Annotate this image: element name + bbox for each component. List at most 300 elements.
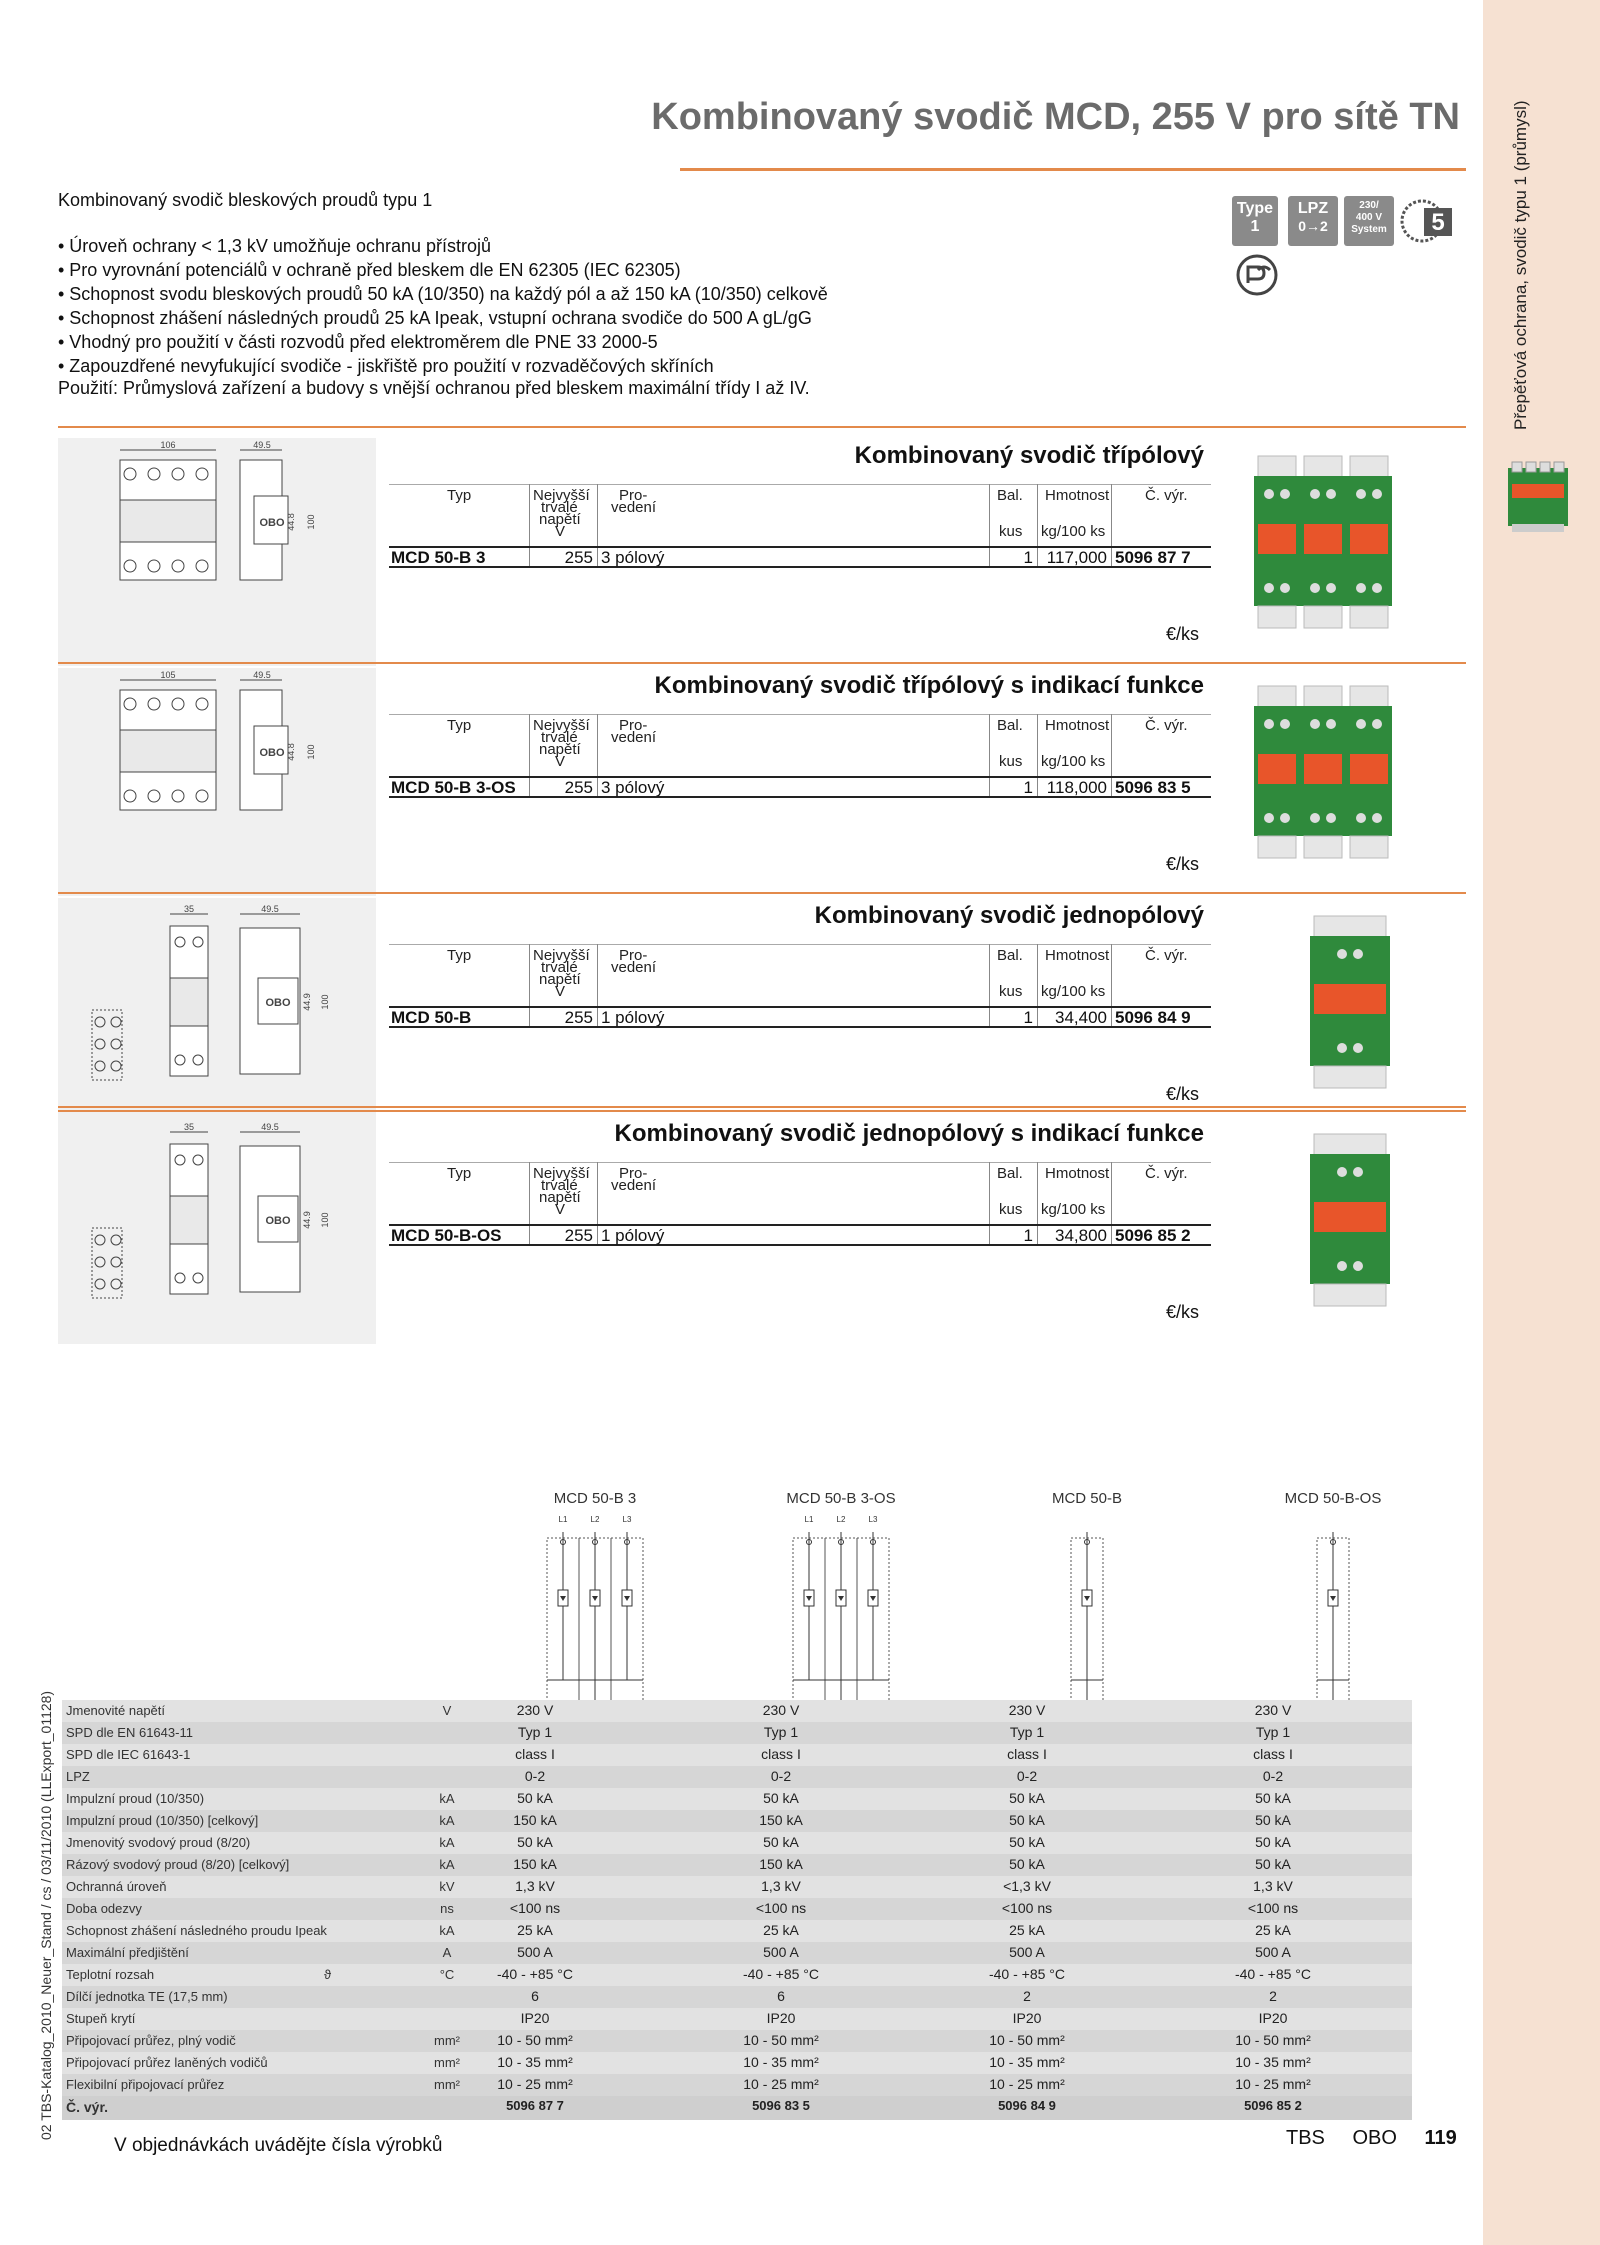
spec-value: 500 A: [517, 1944, 553, 1960]
spec-value: 10 - 25 mm²: [497, 2076, 573, 2092]
spec-label: Jmenovité napětí: [66, 1703, 166, 1718]
spec-item-number: 5096 85 2: [1244, 2098, 1302, 2113]
spec-value: <100 ns: [1247, 1900, 1299, 1916]
spec-unit: V: [442, 1703, 452, 1718]
table-header-weight-unit: kg/100 ks: [1041, 983, 1106, 1000]
price-unit: €/ks: [1166, 1302, 1200, 1322]
product-photo: [1250, 454, 1398, 632]
spec-value: -40 - +85 °C: [742, 1966, 820, 1982]
table-header-weight-unit: kg/100 ks: [1041, 753, 1106, 770]
spec-unit: kA: [439, 1791, 455, 1806]
spec-label: Maximální předjištění: [66, 1945, 189, 1960]
product-item-number: 5096 87 7: [1115, 548, 1191, 567]
certification-icon: [1234, 252, 1280, 298]
table-column-rule: [597, 1162, 598, 1244]
table-header-item: Č. výr.: [1145, 487, 1188, 504]
spec-value: -40 - +85 °C: [496, 1966, 574, 1982]
product-item-number: 5096 83 5: [1115, 778, 1191, 797]
product-design: 1 pólový: [601, 1226, 665, 1245]
product-type: MCD 50-B: [391, 1008, 472, 1027]
product-voltage: 255: [564, 1226, 593, 1245]
type-badge-label: Type: [1236, 200, 1274, 217]
spec-value: 10 - 25 mm²: [743, 2076, 819, 2092]
product-voltage: 255: [564, 548, 593, 567]
feature-item: • Pro vyrovnání potenciálů v ochraně před bleskem dle EN 62305 (IEC 62305): [58, 260, 681, 280]
table-header-pack: Bal.: [997, 487, 1023, 504]
product-type: MCD 50-B 3: [391, 548, 486, 567]
footer-brand-obo: OBO: [1352, 2127, 1397, 2149]
spec-value: 50 kA: [1009, 1856, 1045, 1872]
spec-label: Rázový svodový proud (8/20) [celkový]: [66, 1857, 290, 1872]
table-column-rule: [1111, 944, 1112, 1026]
sidebar-title: [1510, 90, 1570, 430]
spec-value: 10 - 35 mm²: [743, 2054, 819, 2070]
table-rule: [389, 714, 1211, 715]
product-voltage: 255: [564, 778, 593, 797]
spec-value: 0-2: [1016, 1768, 1038, 1784]
spec-value: 230 V: [516, 1702, 554, 1718]
table-rule: [389, 1162, 1211, 1163]
obo-logo-mark: OBO: [265, 1215, 291, 1227]
spec-unit: kV: [439, 1879, 455, 1894]
system-badge: [1344, 196, 1394, 246]
sidebar-title-text: Přepěťová ochrana, svodič typu 1 (průmysl): [1511, 100, 1530, 430]
spec-row: [62, 1876, 1412, 1898]
spec-value: 50 kA: [1255, 1812, 1291, 1828]
price-unit: €/ks: [1166, 854, 1200, 874]
spec-column-header: MCD 50-B 3-OS: [786, 1490, 896, 1507]
price-unit: €/ks: [1166, 624, 1200, 644]
temperature-symbol: ϑ: [324, 1967, 332, 1982]
spec-value: 50 kA: [1009, 1790, 1045, 1806]
product-table: [389, 1162, 1211, 1262]
dimension-label: 44.8: [286, 743, 296, 761]
product-title: Kombinovaný svodič jednopólový s indikací funkce: [614, 1120, 1204, 1147]
spec-value: 150 kA: [513, 1856, 557, 1872]
table-header-design-2: vedení: [611, 499, 657, 516]
product-table: [389, 944, 1211, 1044]
table-header-voltage-1: Nejvyšší: [533, 717, 590, 734]
obo-logo-mark: OBO: [265, 997, 291, 1009]
spec-row: [62, 1810, 1412, 1832]
spec-item-label: Č. výr.: [66, 2099, 109, 2115]
dimension-drawing-svg: [58, 1116, 376, 1344]
spec-unit: mm²: [434, 2077, 460, 2092]
product-weight: 117,000: [1046, 548, 1107, 567]
phase-label: L1: [558, 1515, 568, 1524]
dimension-label: 100: [306, 744, 316, 760]
table-column-rule: [1111, 484, 1112, 566]
table-header-voltage-3: napětí: [539, 971, 581, 988]
spec-value: class I: [1253, 1746, 1293, 1762]
table-header-pack: Bal.: [997, 717, 1023, 734]
spec-value: 230 V: [1008, 1702, 1046, 1718]
table-header-voltage-2: trvalé: [541, 499, 578, 516]
table-header-voltage-2: trvalé: [541, 729, 578, 746]
feature-item: • Úroveň ochrany < 1,3 kV umožňuje ochranu přístrojů: [58, 236, 492, 256]
table-header-design-2: vedení: [611, 959, 657, 976]
spec-label: Stupeň krytí: [66, 2011, 136, 2026]
spec-unit: °C: [439, 1967, 455, 1982]
spec-value: -40 - +85 °C: [988, 1966, 1066, 1982]
spec-value: 2: [1023, 1988, 1031, 2004]
feature-item: • Vhodný pro použití v části rozvodů před elektroměrem dle PNE 33 2000-5: [58, 332, 658, 352]
table-header-voltage-unit: V: [555, 523, 566, 540]
spec-value: 10 - 35 mm²: [989, 2054, 1065, 2070]
spec-label: Doba odezvy: [66, 1901, 142, 1916]
spec-label: Jmenovitý svodový proud (8/20): [66, 1835, 251, 1850]
product-table: [389, 714, 1211, 814]
dimension-drawing-svg: [58, 438, 376, 666]
dimension-label: 100: [320, 1212, 330, 1228]
table-header-pack-unit: kus: [999, 523, 1023, 540]
type-badge: [1232, 196, 1278, 246]
product-pack: 1: [1023, 548, 1033, 567]
spec-label: Ochranná úroveň: [66, 1879, 167, 1894]
spec-value: 6: [531, 1988, 539, 2004]
section-divider: [58, 1110, 1466, 1112]
product-photo: [1250, 684, 1398, 862]
usage-text: Použití: Průmyslová zařízení a budovy s vnější ochranou před bleskem maximální třídy I až IV.: [58, 378, 810, 398]
spec-row: [62, 1722, 1412, 1744]
spec-label: Připojovací průřez laněných vodičů: [66, 2055, 268, 2070]
phase-label: L1: [804, 1515, 814, 1524]
spec-value: 50 kA: [517, 1790, 553, 1806]
product-item-number: 5096 85 2: [1115, 1226, 1191, 1245]
table-header-typ: Typ: [447, 947, 472, 964]
spec-label: Teplotní rozsah: [66, 1967, 155, 1982]
table-header-design-1: Pro-: [619, 717, 648, 734]
table-header-weight: Hmotnost: [1045, 487, 1110, 504]
spec-value: 10 - 25 mm²: [989, 2076, 1065, 2092]
table-column-rule: [597, 944, 598, 1026]
spec-value: 50 kA: [763, 1834, 799, 1850]
spec-value: 500 A: [763, 1944, 799, 1960]
system-badge-line1: 230/: [1359, 200, 1379, 211]
dimension-label: 100: [320, 994, 330, 1010]
five-year-number: 5: [1431, 209, 1445, 236]
dimension-label: 49.5: [261, 904, 279, 914]
spec-value: IP20: [1258, 2010, 1288, 2026]
table-header-pack: Bal.: [997, 947, 1023, 964]
spec-value: 25 kA: [1009, 1922, 1045, 1938]
spec-item-number: 5096 83 5: [752, 2098, 810, 2113]
dimension-drawing-svg: [58, 668, 376, 896]
phase-label: L3: [868, 1515, 878, 1524]
section-divider: [58, 662, 1466, 664]
table-header-voltage-unit: V: [555, 753, 566, 770]
product-pack: 1: [1023, 1226, 1033, 1245]
price-unit: €/ks: [1166, 1084, 1200, 1104]
footer-brand-tbs: TBS: [1286, 2127, 1325, 2149]
product-weight: 34,800: [1055, 1226, 1107, 1245]
intro-heading: Kombinovaný svodič bleskových proudů typu 1: [58, 190, 433, 210]
spec-label: SPD dle EN 61643-11: [66, 1725, 193, 1740]
table-rule: [389, 944, 1211, 945]
spec-row: [62, 1766, 1412, 1788]
spec-value: 1,3 kV: [761, 1878, 801, 1894]
table-header-pack-unit: kus: [999, 983, 1023, 1000]
spec-value: 10 - 50 mm²: [743, 2032, 819, 2048]
table-header-voltage-unit: V: [555, 983, 566, 1000]
product-design: 3 pólový: [601, 778, 665, 797]
spec-value: 0-2: [770, 1768, 792, 1784]
spec-unit: mm²: [434, 2033, 460, 2048]
dimension-drawing-svg: [58, 898, 376, 1126]
product-title: Kombinovaný svodič třípólový s indikací funkce: [654, 672, 1204, 699]
table-header-weight: Hmotnost: [1045, 1165, 1110, 1182]
spec-column-header: MCD 50-B-OS: [1284, 1490, 1382, 1507]
spec-label: SPD dle IEC 61643-1: [66, 1747, 191, 1762]
spec-row: [62, 1700, 1412, 1722]
product-photo: [1296, 914, 1404, 1092]
table-header-voltage-2: trvalé: [541, 1177, 578, 1194]
title-divider: [680, 168, 1466, 171]
sidebar-thumbnail-image: [1506, 458, 1570, 536]
dimension-label: 100: [306, 514, 316, 530]
spec-unit: kA: [439, 1857, 455, 1872]
spec-value: <100 ns: [1001, 1900, 1053, 1916]
dimension-label: 35: [183, 1122, 195, 1132]
spec-value: 10 - 50 mm²: [1235, 2032, 1311, 2048]
spec-value: 0-2: [524, 1768, 546, 1784]
spec-value: class I: [515, 1746, 555, 1762]
spec-row: [62, 1964, 1412, 1986]
spec-row: [62, 1898, 1412, 1920]
spec-row: [62, 1832, 1412, 1854]
feature-list: [58, 234, 828, 378]
table-header-design-1: Pro-: [619, 487, 648, 504]
obo-logo-mark: OBO: [259, 517, 285, 529]
table-header-weight: Hmotnost: [1045, 947, 1110, 964]
spec-value: 150 kA: [759, 1856, 803, 1872]
spec-value: 10 - 35 mm²: [1235, 2054, 1311, 2070]
feature-item: • Zapouzdřené nevyfukující svodiče - jiskřiště pro použití v rozvaděčových skříních: [58, 356, 714, 376]
spec-value: IP20: [1012, 2010, 1042, 2026]
feature-item: • Schopnost svodu bleskových proudů 50 kA (10/350) na každý pól a až 150 kA (10/350) celkově: [58, 284, 828, 304]
spec-row: [62, 1854, 1412, 1876]
spec-value: 230 V: [762, 1702, 800, 1718]
dimension-label: 44.8: [286, 513, 296, 531]
product-pack: 1: [1023, 1008, 1033, 1027]
spec-column-header: MCD 50-B: [1051, 1490, 1122, 1507]
dimension-label: 49.5: [253, 440, 271, 450]
product-table: [389, 484, 1211, 584]
table-header-voltage-3: napětí: [539, 511, 581, 528]
spec-value: 230 V: [1254, 1702, 1292, 1718]
product-weight: 118,000: [1046, 778, 1107, 797]
spec-value: 25 kA: [1255, 1922, 1291, 1938]
spec-row: [62, 1788, 1412, 1810]
lpz-badge: [1288, 196, 1338, 246]
spec-row: [62, 1744, 1412, 1766]
feature-item: • Schopnost zhášení následných proudů 25 kA Ipeak, vstupní ochrana svodiče do 500 A gL/gG: [58, 308, 812, 328]
product-item-number: 5096 84 9: [1115, 1008, 1191, 1027]
table-header-pack-unit: kus: [999, 753, 1023, 770]
spec-unit: A: [442, 1945, 452, 1960]
product-design: 1 pólový: [601, 1008, 665, 1027]
phase-label: L2: [836, 1515, 846, 1524]
spec-value: 50 kA: [1255, 1790, 1291, 1806]
dimension-label: 35: [183, 904, 195, 914]
spec-row: [62, 2074, 1412, 2096]
margin-note-text: 02 TBS-Katalog_2010_Neuer_Stand / cs / 03/11/2010 (LLExport_01128): [38, 1690, 54, 2140]
table-header-item: Č. výr.: [1145, 947, 1188, 964]
spec-label: Flexibilní připojovací průřez: [66, 2077, 225, 2092]
spec-item-number: 5096 84 9: [998, 2098, 1056, 2113]
table-header-item: Č. výr.: [1145, 1165, 1188, 1182]
spec-label: Připojovací průřez, plný vodič: [66, 2033, 236, 2048]
table-header-weight: Hmotnost: [1045, 717, 1110, 734]
table-column-rule: [597, 484, 598, 566]
spec-row: [62, 1986, 1412, 2008]
table-column-rule: [597, 714, 598, 796]
spec-row: [62, 2008, 1412, 2030]
spec-label: Dílčí jednotka TE (17,5 mm): [66, 1989, 228, 2004]
table-header-pack-unit: kus: [999, 1201, 1023, 1218]
table-header-typ: Typ: [447, 717, 472, 734]
spec-value: Typ 1: [1255, 1724, 1291, 1740]
spec-label: Schopnost zhášení následného proudu Ipeak: [66, 1923, 327, 1938]
table-column-rule: [1111, 714, 1112, 796]
spec-value: class I: [1007, 1746, 1047, 1762]
circuit-diagram: [1263, 1510, 1403, 1720]
spec-value: IP20: [766, 2010, 796, 2026]
spec-value: 50 kA: [1009, 1812, 1045, 1828]
spec-value: 50 kA: [1255, 1834, 1291, 1850]
spec-value: 10 - 50 mm²: [497, 2032, 573, 2048]
spec-row: [62, 1942, 1412, 1964]
spec-value: IP20: [520, 2010, 550, 2026]
spec-value: 10 - 50 mm²: [989, 2032, 1065, 2048]
section-divider: [58, 426, 1466, 428]
table-header-voltage-3: napětí: [539, 741, 581, 758]
table-header-weight-unit: kg/100 ks: [1041, 523, 1106, 540]
dimension-label: 44.9: [302, 993, 312, 1011]
margin-note: [38, 1630, 58, 2140]
table-header-design-2: vedení: [611, 1177, 657, 1194]
table-header-voltage-2: trvalé: [541, 959, 578, 976]
table-header-design-2: vedení: [611, 729, 657, 746]
spec-value: 1,3 kV: [515, 1878, 555, 1894]
product-voltage: 255: [564, 1008, 593, 1027]
circuit-diagram: [1017, 1510, 1157, 1720]
lpz-badge-value: 0→2: [1298, 218, 1328, 234]
spec-row: [62, 1920, 1412, 1942]
table-column-rule: [1111, 1162, 1112, 1244]
product-type: MCD 50-B-OS: [391, 1226, 502, 1245]
phase-label: L2: [590, 1515, 600, 1524]
spec-value: Typ 1: [1009, 1724, 1045, 1740]
table-header-typ: Typ: [447, 487, 472, 504]
spec-value: 2: [1269, 1988, 1277, 2004]
table-header-typ: Typ: [447, 1165, 472, 1182]
spec-value: <1,3 kV: [1003, 1878, 1051, 1894]
spec-unit: ns: [440, 1901, 454, 1916]
table-header-voltage-3: napětí: [539, 1189, 581, 1206]
spec-value: 50 kA: [1255, 1856, 1291, 1872]
spec-value: 10 - 35 mm²: [497, 2054, 573, 2070]
table-rule: [389, 484, 1211, 485]
section-divider: [58, 892, 1466, 894]
spec-value: 25 kA: [517, 1922, 553, 1938]
page-number: 119: [1424, 2127, 1457, 2149]
spec-value: 0-2: [1262, 1768, 1284, 1784]
product-title: Kombinovaný svodič jednopólový: [814, 902, 1204, 929]
system-badge-line2: 400 V: [1355, 212, 1383, 223]
table-header-voltage-1: Nejvyšší: [533, 1165, 590, 1182]
product-type: MCD 50-B 3-OS: [391, 778, 516, 797]
table-header-pack: Bal.: [997, 1165, 1023, 1182]
product-title: Kombinovaný svodič třípólový: [854, 442, 1204, 469]
spec-value: 10 - 25 mm²: [1235, 2076, 1311, 2092]
circuit-diagram: [771, 1510, 911, 1720]
spec-value: 500 A: [1255, 1944, 1291, 1960]
spec-unit: kA: [439, 1923, 455, 1938]
spec-row: [62, 2052, 1412, 2074]
product-weight: 34,400: [1055, 1008, 1107, 1027]
spec-item-number: 5096 87 7: [506, 2098, 564, 2113]
spec-value: 50 kA: [763, 1790, 799, 1806]
type-badge-value: 1: [1250, 218, 1260, 235]
table-header-design-1: Pro-: [619, 947, 648, 964]
system-badge-line3: System: [1351, 224, 1387, 235]
spec-column-header: MCD 50-B 3: [553, 1490, 637, 1507]
spec-unit: kA: [439, 1835, 455, 1850]
table-header-weight-unit: kg/100 ks: [1041, 1201, 1106, 1218]
spec-value: Typ 1: [517, 1724, 553, 1740]
spec-value: 50 kA: [517, 1834, 553, 1850]
spec-value: <100 ns: [755, 1900, 807, 1916]
spec-label: LPZ: [66, 1769, 90, 1784]
circuit-diagram: [525, 1510, 665, 1720]
table-header-voltage-1: Nejvyšší: [533, 947, 590, 964]
five-year-warranty-icon: [1400, 196, 1456, 246]
spec-row: [62, 2030, 1412, 2052]
section-divider: [58, 1106, 1466, 1108]
spec-value: <100 ns: [509, 1900, 561, 1916]
product-pack: 1: [1023, 778, 1033, 797]
product-design: 3 pólový: [601, 548, 665, 567]
page-title: Kombinovaný svodič MCD, 255 V pro sítě TN: [651, 96, 1460, 138]
table-header-voltage-1: Nejvyšší: [533, 487, 590, 504]
spec-label: Impulzní proud (10/350): [66, 1791, 205, 1806]
lpz-badge-label: LPZ: [1297, 200, 1329, 217]
spec-value: -40 - +85 °C: [1234, 1966, 1312, 1982]
spec-value: 500 A: [1009, 1944, 1045, 1960]
dimension-label: 105: [160, 670, 176, 680]
footer-brand: [1286, 2127, 1457, 2150]
spec-value: 50 kA: [1009, 1834, 1045, 1850]
phase-label: L3: [622, 1515, 632, 1524]
spec-value: class I: [761, 1746, 801, 1762]
dimension-label: 49.5: [253, 670, 271, 680]
footer-note: V objednávkách uvádějte čísla výrobků: [114, 2135, 443, 2156]
spec-item-row: [62, 2096, 1412, 2120]
spec-value: 6: [777, 1988, 785, 2004]
spec-unit: kA: [439, 1813, 455, 1828]
dimension-label: 106: [160, 440, 176, 450]
spec-value: 150 kA: [513, 1812, 557, 1828]
spec-label: Impulzní proud (10/350) [celkový]: [66, 1813, 259, 1828]
product-photo: [1296, 1132, 1404, 1310]
table-header-voltage-unit: V: [555, 1201, 566, 1218]
spec-value: 1,3 kV: [1253, 1878, 1293, 1894]
table-header-item: Č. výr.: [1145, 717, 1188, 734]
spec-value: Typ 1: [763, 1724, 799, 1740]
dimension-label: 44.9: [302, 1211, 312, 1229]
dimension-label: 49.5: [261, 1122, 279, 1132]
